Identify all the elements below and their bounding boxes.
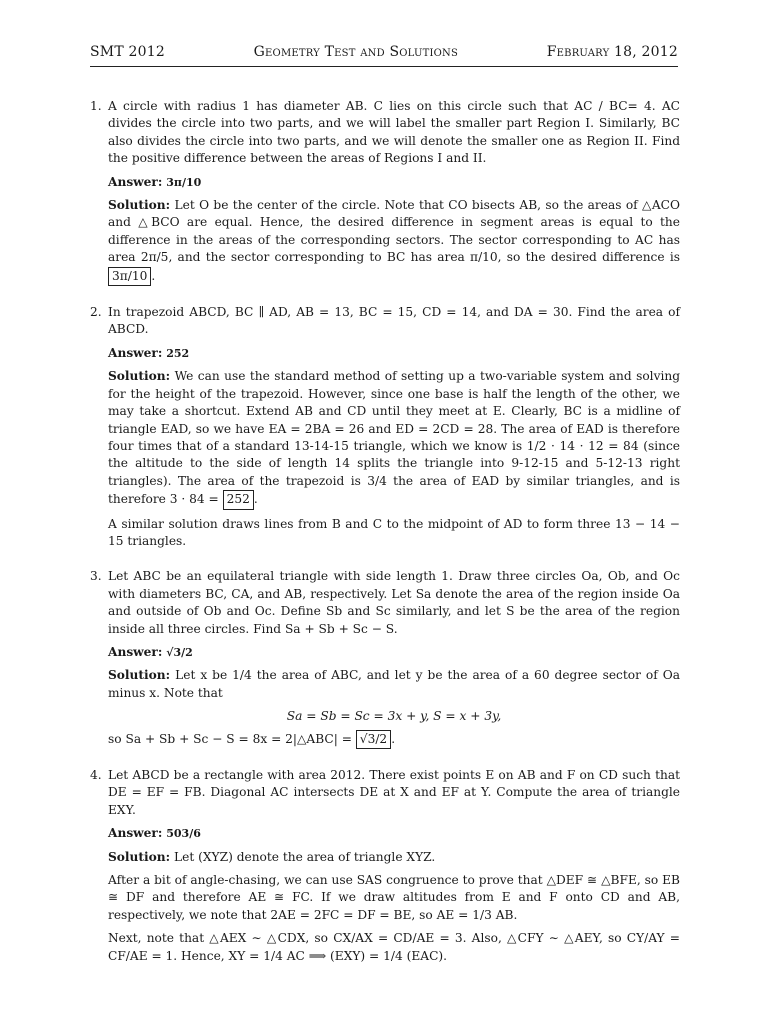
answer-line	[108, 644, 680, 661]
display-equation: Sa = Sb = Sc = 3x + y, S = x + 3y,	[286, 709, 502, 724]
problem-1	[90, 98, 680, 292]
solution-body: We can use the standard method of setting up a two-variable system and solving for the height of the trapezoid. However, since one base is half the length of the other, we may take a shortcut. Extend AB and CD until they meet at E. Clearly, BC is a midline of triangle EAD, so we have EA = 2BA = 26 and ED = 2CD = 28. The area of EAD is therefore four times that of a standard 13-14-15 triangle, which we know is 1/2 · 14 · 12 = 84 (since the altitude to the side of length 14 splits the triangle into 9-12-15 and 5-12-13 right triangles). The area of the trapezoid is 3/4 the area of EAD by similar triangles, and is therefore 3 · 84 =	[108, 369, 681, 507]
page-content	[90, 98, 680, 983]
solution-paragraph: After a bit of angle-chasing, we can use SAS congruence to prove that △DEF ≅ △BFE, so EB ≅ DF and therefore AE ≅ FC. If we draw altitudes from E and F onto CD and AB, respectively, we note that 2AE = 2FC = DF = BE, so AE = 1/3 AB.	[108, 873, 680, 922]
solution-text	[108, 849, 680, 866]
answer-label: Answer:	[108, 345, 163, 360]
problem-number: 2.	[90, 305, 102, 320]
problem-number: 3.	[90, 569, 102, 584]
solution-label: Solution:	[108, 198, 171, 213]
problem-number: 4.	[90, 768, 102, 782]
header-date: February 18, 2012	[546, 44, 678, 60]
answer-value: 3π/10	[166, 175, 202, 189]
solution-end: .	[151, 268, 156, 283]
answer-line	[108, 174, 680, 191]
solution-text	[108, 368, 680, 509]
answer-label: Answer:	[108, 826, 163, 841]
answer-line	[108, 825, 680, 842]
problem-statement: Let ABCD be a rectangle with area 2012. There exist points E on AB and F on CD such that DE = EF = FB. Diagonal AC intersects DE at X and EF at Y. Compute the area of triangle EXY.	[108, 768, 680, 817]
solution-label: Solution:	[108, 369, 171, 384]
answer-label: Answer:	[108, 174, 163, 189]
header-title: Geometry Test and Solutions	[253, 44, 459, 60]
solution-label: Solution:	[108, 849, 171, 864]
answer-value: √3/2	[166, 645, 193, 659]
problem-4	[90, 767, 680, 971]
solution-label: Solution:	[108, 668, 171, 683]
problem-3	[90, 568, 680, 755]
solution-paragraph: Next, note that △AEX ∼ △CDX, so CX/AX = CD/AE = 3. Also, △CFY ∼ △AEY, so CY/AY = CF/AE = 1. Hence, XY = 1/4 AC ⟹ (EXY) = 1/4 (EAC).	[108, 931, 680, 963]
solution-extra: A similar solution draws lines from B and C to the midpoint of AD to form three 13 − 14 − 15 triangles.	[108, 516, 680, 548]
solution-body: Let (XYZ) denote the area of triangle XYZ.	[174, 849, 436, 864]
boxed-answer: √3/2	[356, 730, 391, 749]
header-left: SMT 2012	[90, 44, 165, 60]
solution-body: Let x be 1/4 the area of ABC, and let y be the area of a 60 degree sector of Oa minus x. Note that	[108, 668, 680, 700]
boxed-answer: 3π/10	[108, 267, 151, 286]
solution-text	[108, 667, 680, 702]
problem-statement: In trapezoid ABCD, BC ∥ AD, AB = 13, BC = 15, CD = 14, and DA = 30. Find the area of ABCD.	[108, 305, 680, 337]
boxed-answer: 252	[223, 490, 254, 509]
problem-statement: A circle with radius 1 has diameter AB. C lies on this circle such that AC / BC= 4. AC divides the circle into two parts, and we will label the smaller part Region I. Similarly, BC also divides the circle into two parts, and we will denote the smaller one as Region II. Find the positive difference between the areas of Regions I and II.	[108, 99, 680, 166]
problem-number: 1.	[90, 99, 102, 113]
solution-body: Let O be the center of the circle. Note that CO bisects AB, so the areas of △ACO and △BCO are equal. Hence, the desired difference in segment areas is equal to the difference in the areas of the corresponding sectors. The sector corresponding to AC has area 2π/5, and the sector corresponding to BC has area π/10, so the desired difference is	[108, 198, 680, 265]
answer-label: Answer:	[108, 644, 163, 659]
answer-line	[108, 345, 680, 362]
solution-conclusion	[108, 730, 680, 749]
solution-end: .	[253, 492, 258, 507]
answer-value: 503/6	[166, 827, 201, 841]
page-header	[90, 44, 678, 60]
conclusion-end: .	[391, 731, 396, 746]
solution-text	[108, 197, 680, 286]
header-rule	[90, 66, 678, 67]
conclusion-body: so Sa + Sb + Sc − S = 8x = 2|△ABC| =	[108, 731, 352, 746]
answer-value: 252	[166, 346, 190, 360]
problem-statement: Let ABC be an equilateral triangle with side length 1. Draw three circles Oa, Ob, and Oc with diameters BC, CA, and AB, respectively. Let Sa denote the area of the region inside Oa and outside of Ob and Oc. Define Sb and Sc similarly, and let S be the area of the region inside all three circles. Find Sa + Sb + Sc − S.	[108, 569, 680, 636]
problem-2	[90, 304, 680, 556]
